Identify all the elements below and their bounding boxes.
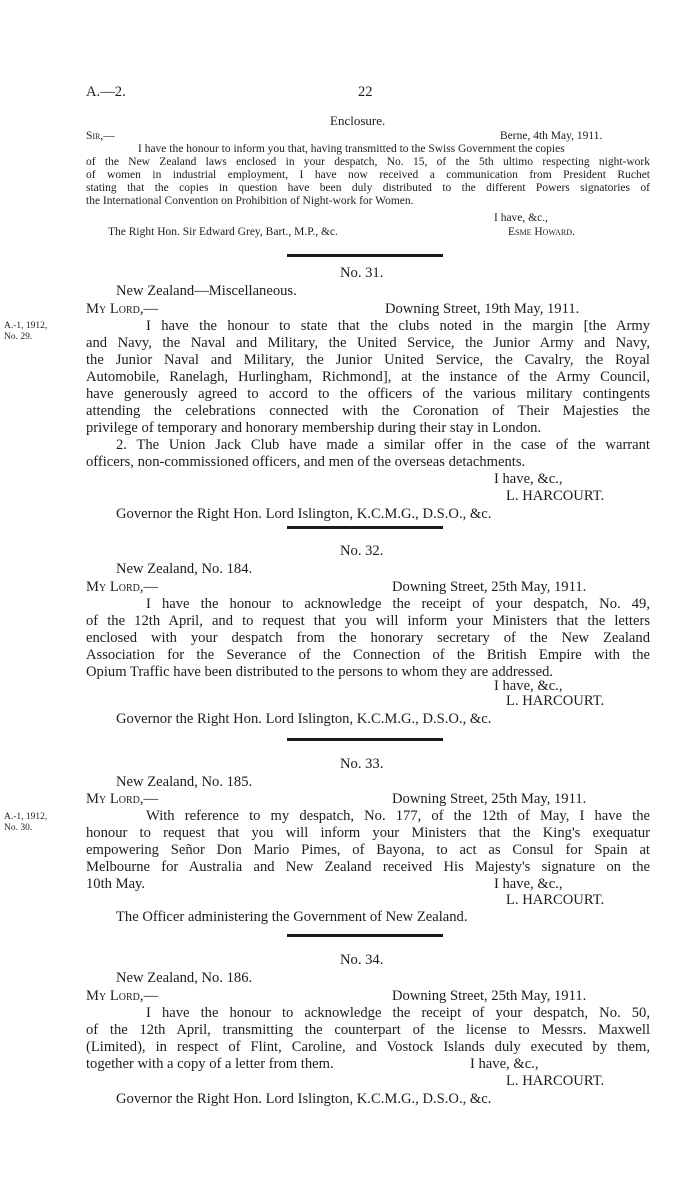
- section-subject: New Zealand, No. 186.: [116, 970, 253, 986]
- section-body-line: Melbourne for Australia and New Zealand received His Majesty's signature on the: [86, 859, 650, 875]
- section-divider: [287, 254, 443, 257]
- section-signature: L. HARCOURT.: [506, 1073, 605, 1089]
- section-body-line: I have the honour to acknowledge the receipt of your despatch, No. 50,: [146, 1005, 650, 1021]
- section-divider: [287, 934, 443, 937]
- section-body-line: empowering Señor Don Mario Pimes, of Bayona, to act as Consul for Spain at: [86, 842, 650, 858]
- section-place-date: Downing Street, 25th May, 1911.: [392, 579, 587, 595]
- enclosure-addressee: The Right Hon. Sir Edward Grey, Bart., M.P., &c.: [108, 226, 338, 238]
- section-place-date: Downing Street, 19th May, 1911.: [385, 301, 580, 317]
- section-body-line: 10th May.: [86, 876, 146, 892]
- enclosure-closing: I have, &c.,: [494, 212, 548, 224]
- enclosure-place-date: Berne, 4th May, 1911.: [500, 130, 603, 142]
- section-place-date: Downing Street, 25th May, 1911.: [392, 791, 587, 807]
- section-addressee: The Officer administering the Government of New Zealand.: [116, 909, 468, 925]
- section-salutation: My Lord,—: [86, 791, 159, 807]
- section-salutation: My Lord,—: [86, 579, 159, 595]
- enclosure-body-line-3: of women in industrial employment, I have now received a communication from President Ruchet: [86, 169, 650, 181]
- section-closing: I have, &c.,: [470, 1056, 539, 1072]
- section-signature: L. HARCOURT.: [506, 488, 605, 504]
- section-body-line: together with a copy of a letter from them.: [86, 1056, 334, 1072]
- section-subject: New Zealand, No. 185.: [116, 774, 253, 790]
- section-addressee: Governor the Right Hon. Lord Islington, K.C.M.G., D.S.O., &c.: [116, 711, 492, 727]
- margin-note: No. 29.: [4, 332, 33, 342]
- section-number: No. 34.: [340, 952, 384, 968]
- section-body-line: I have the honour to acknowledge the receipt of your despatch, No. 49,: [146, 596, 650, 612]
- section-salutation: My Lord,—: [86, 301, 159, 317]
- section-body-line: and Navy, the Naval and Military, the United Service, the Junior Army and Navy,: [86, 335, 650, 351]
- section-subject: New Zealand, No. 184.: [116, 561, 253, 577]
- section-body-line: of the 12th April, transmitting the counterpart of the license to Messrs. Maxwell: [86, 1022, 650, 1038]
- section-body-line: (Limited), in respect of Flint, Caroline, and Vostock Islands duly executed by them,: [86, 1039, 650, 1055]
- section-number: No. 33.: [340, 756, 384, 772]
- enclosure-body-line-2: of the New Zealand laws enclosed in your despatch, No. 15, of the 5th ultimo respecting night-work: [86, 156, 650, 168]
- section-addressee: Governor the Right Hon. Lord Islington, K.C.M.G., D.S.O., &c.: [116, 506, 492, 522]
- section-place-date: Downing Street, 25th May, 1911.: [392, 988, 587, 1004]
- margin-note: No. 30.: [4, 823, 33, 833]
- enclosure-heading: Enclosure.: [330, 113, 386, 128]
- section-closing: I have, &c.,: [494, 876, 563, 892]
- section-body-line: privilege of temporary and honorary membership during their stay in London.: [86, 420, 542, 436]
- section-divider: [287, 738, 443, 741]
- section-body-line: the Junior Naval and Military, the Junior United Service, the Cavalry, the Royal: [86, 352, 650, 368]
- margin-note: A.-1, 1912,: [4, 812, 48, 822]
- section-closing: I have, &c.,: [494, 678, 563, 694]
- section-divider: [287, 526, 443, 529]
- enclosure-body-line-4: stating that the copies in question have been duly distributed to the different Powers signatories of: [86, 182, 650, 194]
- section-body-line: enclosed with your despatch from the honorary secretary of the New Zealand: [86, 630, 650, 646]
- enclosure-salutation: Sir,—: [86, 130, 115, 142]
- section-body-line: have generously agreed to accord to the officers of the various military contingents: [86, 386, 650, 402]
- page-reference: A.—2.: [86, 84, 126, 100]
- section-body-line: I have the honour to state that the clubs noted in the margin [the Army: [146, 318, 650, 334]
- section-body-line: Opium Traffic have been distributed to the persons to whom they are addressed.: [86, 664, 554, 680]
- section-body-line: Association for the Severance of the Connection of the British Empire with the: [86, 647, 650, 663]
- section-body-line: With reference to my despatch, No. 177, of the 12th of May, I have the: [146, 808, 650, 824]
- section-subject: New Zealand—Miscellaneous.: [116, 283, 297, 299]
- section-closing: I have, &c.,: [494, 471, 563, 487]
- section-body-line: officers, non-commissioned officers, and men of the overseas detachments.: [86, 454, 526, 470]
- section-body-line: 2. The Union Jack Club have made a similar offer in the case of the warrant: [116, 437, 650, 453]
- enclosure-signature: Esme Howard.: [508, 226, 575, 238]
- page-number: 22: [358, 84, 373, 100]
- section-signature: L. HARCOURT.: [506, 693, 605, 709]
- enclosure-body-line-5: the International Convention on Prohibition of Night-work for Women.: [86, 195, 414, 207]
- section-salutation: My Lord,—: [86, 988, 159, 1004]
- section-addressee: Governor the Right Hon. Lord Islington, K.C.M.G., D.S.O., &c.: [116, 1091, 492, 1107]
- section-body-line: of the 12th April, and to request that you will inform your Ministers that the letters: [86, 613, 650, 629]
- section-number: No. 32.: [340, 543, 384, 559]
- section-body-line: Automobile, Ranelagh, Hurlingham, Richmond], at the instance of the Army Council,: [86, 369, 650, 385]
- section-number: No. 31.: [340, 265, 384, 281]
- section-signature: L. HARCOURT.: [506, 892, 605, 908]
- section-body-line: honour to request that you will inform your Ministers that the King's exequatur: [86, 825, 650, 841]
- section-body-line: attending the celebrations connected with the Coronation of Their Majesties the: [86, 403, 650, 419]
- margin-note: A.-1, 1912,: [4, 321, 48, 331]
- enclosure-body-line-1: I have the honour to inform you that, having transmitted to the Swiss Government the copies: [138, 143, 565, 155]
